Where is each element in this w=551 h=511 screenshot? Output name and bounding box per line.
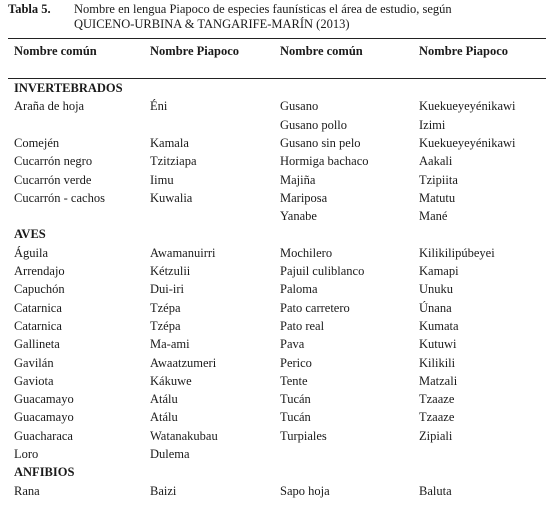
table-row: [0, 262, 551, 280]
table-row: [0, 152, 551, 170]
nombre-comun-cell: Pajuil culiblanco: [280, 264, 365, 278]
nombre-piapoco-cell: Unuku: [419, 282, 454, 297]
table-row: [0, 134, 551, 152]
nombre-comun-cell: Pava: [280, 337, 305, 352]
nombre-piapoco-cell: Kilikili: [419, 355, 456, 370]
header-nombre-piapoco-2: Nombre Piapoco: [419, 44, 508, 58]
nombre-piapoco-cell: Kamala: [150, 135, 189, 150]
nombre-comun-cell: Catarnica: [14, 318, 62, 333]
caption-text: Nombre en lengua Piapoco de especies faunísticas el área de estudio, según: [74, 2, 452, 16]
nombre-piapoco-cell: Atálu: [150, 392, 178, 407]
nombre-piapoco-cell: Ma-ami: [150, 337, 190, 352]
nombre-comun-cell: Pato real: [280, 318, 325, 333]
nombre-piapoco-cell: Zipiali: [419, 428, 453, 443]
table-row: [0, 372, 551, 390]
nombre-piapoco-cell: Tzépa: [150, 318, 181, 333]
nombre-piapoco-cell: Awamanuirri: [150, 245, 216, 260]
nombre-piapoco-cell: Únana: [419, 300, 452, 315]
nombre-comun-cell: Guacamayo: [14, 410, 74, 425]
table-row: [0, 189, 551, 207]
nombre-piapoco-cell: Awaatzumeri: [150, 355, 217, 370]
nombre-comun-cell: Pato carretero: [280, 300, 350, 315]
nombre-comun-cell: Guacamayo: [14, 392, 74, 407]
caption-text-line2: QUICENO-URBINA & TANGARIFE-MARÍN (2013): [74, 17, 350, 31]
nombre-comun-cell: Hormiga bachaco: [280, 154, 369, 169]
nombre-piapoco-cell: Tzaaze: [419, 410, 455, 425]
nombre-comun-cell: Cucarrón - cachos: [14, 190, 105, 205]
nombre-piapoco-cell: Kutuwi: [419, 337, 457, 352]
table-row: [0, 317, 551, 335]
section-heading: INVERTEBRADOS: [14, 81, 123, 95]
nombre-piapoco-cell: Iimu: [150, 172, 174, 187]
nombre-piapoco-cell: Kétzulii: [150, 264, 191, 278]
nombre-piapoco-cell: Tzipiita: [419, 172, 458, 187]
section-heading: ANFIBIOS: [14, 465, 75, 480]
nombre-piapoco-cell: Kuwalia: [150, 190, 193, 205]
header-nombre-piapoco-1: Nombre Piapoco: [150, 44, 239, 58]
nombre-comun-cell: Águila: [14, 245, 49, 260]
nombre-comun-cell: Tucán: [280, 392, 311, 407]
nombre-piapoco-cell: Kumata: [419, 318, 459, 333]
table-row: [0, 171, 551, 189]
nombre-comun-cell: Guacharaca: [14, 428, 73, 443]
nombre-comun-cell: Comején: [14, 135, 60, 150]
nombre-comun-cell: Majiña: [280, 172, 316, 187]
header-nombre-comun-2: Nombre común: [280, 44, 363, 58]
nombre-comun-cell: Cucarrón negro: [14, 154, 93, 169]
nombre-comun-cell: Loro: [14, 447, 39, 461]
nombre-comun-cell: Turpiales: [280, 428, 327, 443]
nombre-piapoco-cell: Tzaaze: [419, 392, 455, 407]
nombre-piapoco-cell: Matzali: [419, 373, 458, 388]
caption-label: Tabla 5.: [8, 2, 51, 16]
table-row: [0, 97, 551, 115]
table-top-rule: [8, 38, 546, 39]
nombre-piapoco-cell: Baizi: [150, 483, 177, 498]
nombre-comun-cell: Tucán: [280, 410, 311, 425]
nombre-comun-cell: Capuchón: [14, 282, 65, 297]
table-row: [0, 427, 551, 445]
table-row: [0, 482, 551, 500]
nombre-comun-cell: Perico: [280, 355, 312, 370]
header-nombre-comun-1: Nombre común: [14, 44, 97, 58]
table-row: [0, 390, 551, 408]
table-row: [0, 335, 551, 353]
nombre-piapoco-cell: Kamapi: [419, 264, 459, 278]
nombre-piapoco-cell: Matutu: [419, 190, 456, 205]
nombre-piapoco-cell: Éni: [150, 99, 168, 114]
nombre-comun-cell: Gusano pollo: [280, 117, 348, 132]
nombre-piapoco-cell: Atálu: [150, 410, 178, 425]
nombre-piapoco-cell: Kuekueyeyénikawi: [419, 135, 516, 150]
nombre-comun-cell: Gallineta: [14, 337, 60, 352]
nombre-comun-cell: Cucarrón verde: [14, 172, 92, 187]
table-row: [0, 244, 551, 262]
nombre-comun-cell: Yanabe: [280, 209, 317, 224]
table-row: [0, 280, 551, 298]
nombre-piapoco-cell: Izimi: [419, 117, 446, 132]
nombre-comun-cell: Gusano sin pelo: [280, 135, 361, 150]
nombre-comun-cell: Araña de hoja: [14, 99, 85, 114]
nombre-piapoco-cell: Watanakubau: [150, 428, 218, 443]
nombre-comun-cell: Sapo hoja: [280, 483, 330, 498]
table-row: [0, 116, 551, 134]
table-row: [0, 408, 551, 426]
nombre-piapoco-cell: Tzitziapa: [150, 154, 197, 169]
nombre-piapoco-cell: Dui-iri: [150, 282, 185, 297]
nombre-comun-cell: Rana: [14, 483, 40, 498]
nombre-piapoco-cell: Aakali: [419, 154, 453, 169]
nombre-comun-cell: Gaviota: [14, 373, 54, 388]
nombre-comun-cell: Arrendajo: [14, 264, 65, 278]
nombre-piapoco-cell: Mané: [419, 209, 448, 224]
nombre-comun-cell: Gusano: [280, 99, 319, 114]
nombre-comun-cell: Mariposa: [280, 190, 328, 205]
section-heading: AVES: [14, 227, 46, 242]
table-row: [0, 299, 551, 317]
nombre-piapoco-cell: Kuekueyeyénikawi: [419, 99, 516, 114]
table-row: [0, 207, 551, 225]
table-row: [0, 445, 551, 463]
nombre-comun-cell: Tente: [280, 373, 308, 388]
nombre-comun-cell: Paloma: [280, 282, 318, 297]
nombre-piapoco-cell: Dulema: [150, 447, 190, 461]
table-row: [0, 354, 551, 372]
nombre-comun-cell: Gavilán: [14, 355, 54, 370]
nombre-piapoco-cell: Tzépa: [150, 300, 181, 315]
nombre-piapoco-cell: Kákuwe: [150, 373, 192, 388]
nombre-piapoco-cell: Kilikilipúbeyei: [419, 245, 495, 260]
nombre-comun-cell: Mochilero: [280, 245, 333, 260]
nombre-comun-cell: Catarnica: [14, 300, 62, 315]
nombre-piapoco-cell: Baluta: [419, 483, 452, 498]
